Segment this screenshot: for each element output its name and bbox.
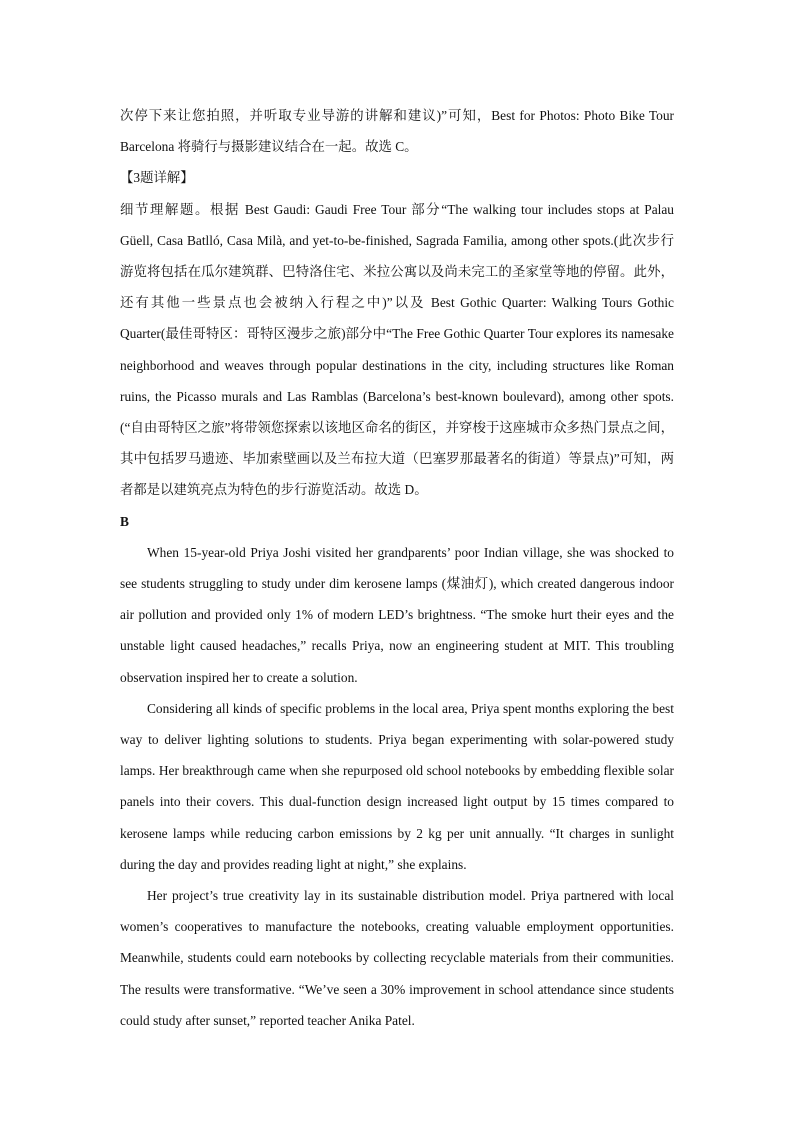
answer-paragraph-3: 细节理解题。根据 Best Gaudi: Gaudi Free Tour 部分“The walking tour includes stops at Palau Güell, Casa Batlló, Casa Milà, and yet-to-be-finished, Sagrada Familia, among other spots.(此次步行游览将包括在瓜尔建筑群、巴特洛住宅、米拉公寓以及尚未完工的圣家堂等地的停留。此外，还有其他一些景点也会被纳入行程之中)”以及 Best Gothic Quarter: Walking Tours Gothic Quarter(最佳哥特区：哥特区漫步之旅)部分中“The Free Gothic Quarter Tour explores its namesake neighborhood and weaves through popular destinations in the city, including structures like Roman ruins, the Picasso murals and Las Ramblas (Barcelona’s best-known boulevard), among other spots.(“自由哥特区之旅”将带领您探索以该地区命名的街区，并穿梭于这座城市众多热门景点之间，其中包括罗马遗迹、毕加索壁画以及兰布拉大道（巴塞罗那最著名的街道）等景点)”可知，两者都是以建筑亮点为特色的步行游览活动。故选 D。 xyxy=(120,201,674,498)
question-3-heading: 【3题详解】 xyxy=(120,170,194,186)
section-b-title: B xyxy=(120,513,129,529)
passage-b-paragraph-1: When 15-year-old Priya Joshi visited her grandparents’ poor Indian village, she was shocked to see students struggling to study under dim kerosene lamps (煤油灯), which created dangerous indoor air pollution and provided only 1% of modern LED’s brightness. “The smoke hurt their eyes and the unstable light caused headaches,” recalls Priya, now an engineering student at MIT. This troubling observation inspired her to create a solution. xyxy=(120,544,674,685)
passage-b-paragraph-3: Her project’s true creativity lay in its sustainable distribution model. Priya partnered with local women’s cooperatives to manufacture the notebooks, creating valuable employment opportunities. Meanwhile, students could earn notebooks by collecting recyclable materials from their communities. The results were transformative. “We’ve seen a 30% improvement in school attendance since students could study after sunset,” reported teacher Anika Patel. xyxy=(120,888,674,1028)
answer-paragraph-2-end: 次停下来让您拍照，并听取专业导游的讲解和建议)”可知，Best for Photos: Photo Bike Tour Barcelona 将骑行与摄影建议结合在一起。故选 C。 xyxy=(120,108,674,155)
document-page xyxy=(120,100,674,1036)
passage-b-paragraph-2: Considering all kinds of specific problems in the local area, Priya spent months exploring the best way to deliver lighting solutions to students. Priya began experimenting with solar-powered study lamps. Her breakthrough came when she repurposed old school notebooks by embedding flexible solar panels into their covers. This dual-function design increased light output by 15 times compared to kerosene lamps while reducing carbon emissions by 2 kg per unit annually. “It charges in sunlight during the day and provides reading light at night,” she explains. xyxy=(120,700,674,872)
